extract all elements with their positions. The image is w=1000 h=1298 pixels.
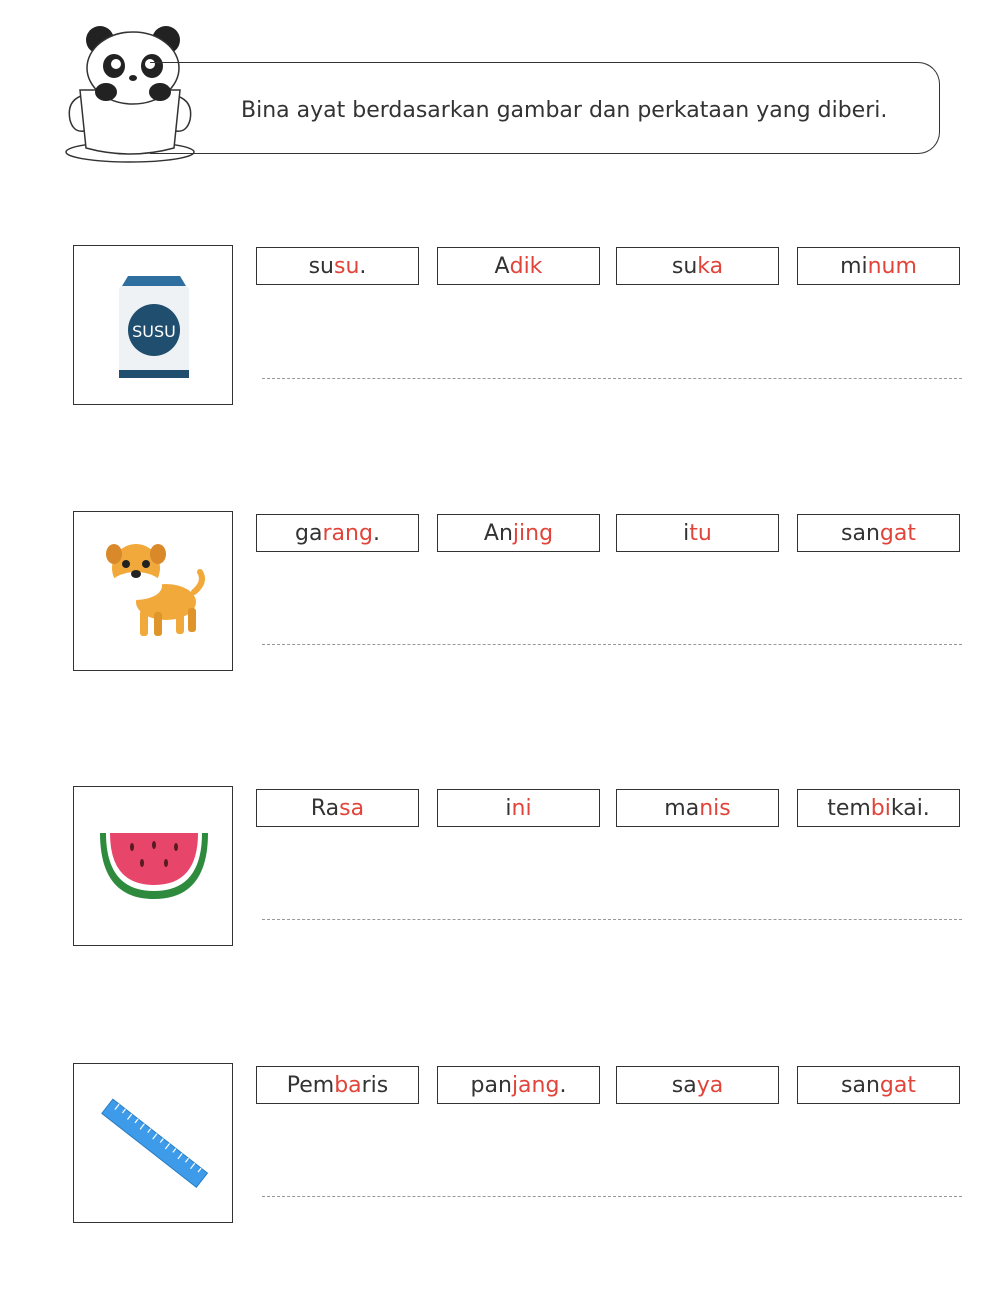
instruction-text: Bina ayat berdasarkan gambar dan perkataan yang diberi. bbox=[241, 98, 888, 123]
dog-icon bbox=[74, 512, 234, 672]
word-card[interactable]: ma nis bbox=[616, 789, 779, 827]
answer-line[interactable] bbox=[262, 919, 962, 920]
picture-box-ruler bbox=[73, 1063, 233, 1223]
word-card[interactable]: i tu bbox=[616, 514, 779, 552]
picture-box-dog bbox=[73, 511, 233, 671]
word-card[interactable]: An jing bbox=[437, 514, 600, 552]
picture-box-watermelon bbox=[73, 786, 233, 946]
watermelon-icon bbox=[74, 787, 234, 947]
word-card[interactable]: Ra sa bbox=[256, 789, 419, 827]
milk-carton-label: SUSU bbox=[132, 322, 176, 341]
word-card[interactable]: pan jang . bbox=[437, 1066, 600, 1104]
word-card[interactable]: su ka bbox=[616, 247, 779, 285]
answer-line[interactable] bbox=[262, 644, 962, 645]
word-card[interactable]: sa ya bbox=[616, 1066, 779, 1104]
picture-box-milk bbox=[73, 245, 233, 405]
word-card[interactable]: i ni bbox=[437, 789, 600, 827]
answer-line[interactable] bbox=[262, 1196, 962, 1197]
word-card[interactable]: mi num bbox=[797, 247, 960, 285]
milk-carton-icon bbox=[74, 246, 234, 406]
word-card[interactable]: Pem ba ris bbox=[256, 1066, 419, 1104]
word-card[interactable]: A dik bbox=[437, 247, 600, 285]
word-card[interactable]: tem bi kai. bbox=[797, 789, 960, 827]
ruler-icon bbox=[74, 1064, 234, 1224]
word-card[interactable]: ga rang . bbox=[256, 514, 419, 552]
word-card[interactable]: su su . bbox=[256, 247, 419, 285]
word-card[interactable]: san gat bbox=[797, 514, 960, 552]
answer-line[interactable] bbox=[262, 378, 962, 379]
word-card[interactable]: san gat bbox=[797, 1066, 960, 1104]
